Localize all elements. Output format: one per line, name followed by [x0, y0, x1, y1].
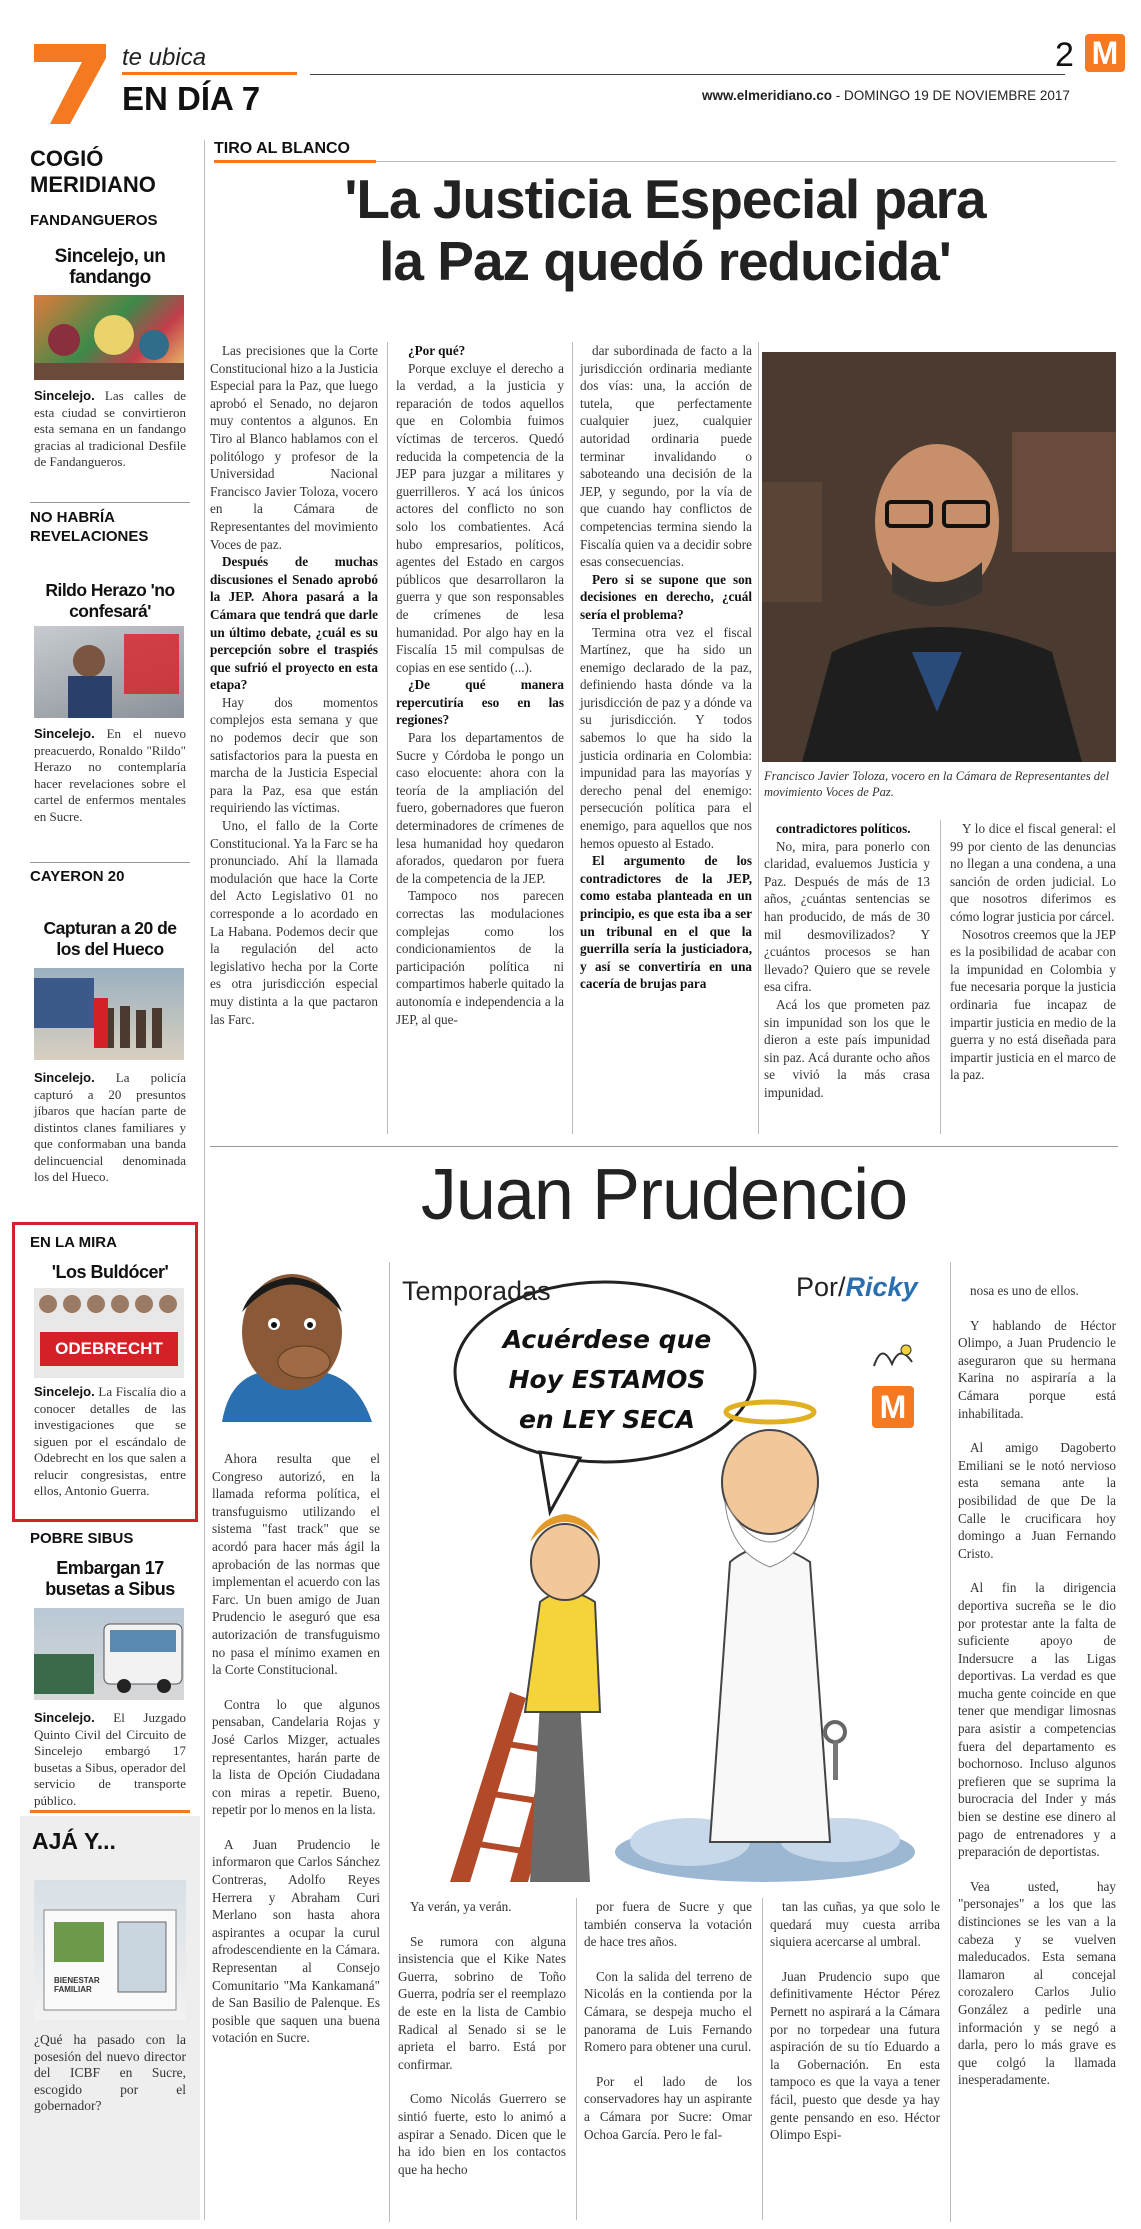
kicker-rule-grey: [376, 161, 1116, 162]
col-rule: [762, 1898, 763, 2220]
odebrecht-banner: ODEBRECHT: [40, 1332, 178, 1366]
col-rule: [389, 1262, 390, 2222]
sidebar-headline[interactable]: Embargan 17 busetas a Sibus: [45, 1558, 175, 1599]
paragraph: Hay dos momentos complejos esta semana y que no podemos decir que son satisfactorios para la puesta en marcha de la Justicia Especial para la Paz, esa que están requiriendo las víctimas.: [210, 694, 378, 816]
article-kicker: TIRO AL BLANCO: [214, 140, 350, 157]
header-rule: [310, 74, 1065, 75]
column-bottom-2: [584, 1898, 752, 2160]
sibus-photo: [34, 1608, 184, 1700]
masthead: [0, 0, 1141, 130]
headline-line-1: 'La Justicia Especial para: [344, 168, 986, 230]
paragraph: Ya verán, ya verán.: [410, 1899, 512, 1914]
capturas-photo: [34, 968, 184, 1060]
bubble-line: en LEY SECA: [518, 1405, 696, 1434]
paragraph: Ahora resulta que el Congreso autorizó, en la llamada reforma política, el transfuguismo utilizando el sistema "fast track" que se acordó para hacer más ágil la aprobación de las normas que implementan el acuerdo con las Farc. Un buen amigo de Juan Prudencio le aseguró que esa autorización de transfuguismo no pasa el mínimo examen en la Corte Constitucional.: [212, 1451, 380, 1678]
sidebar-text: Sincelejo. La policía capturó a 20 presuntos jíbaros que hacían parte de distintos clanes familiares y que conformaban una banda delincuencial denominada los del Hueco.: [34, 1070, 186, 1184]
paragraph: Y hablando de Héctor Olimpo, a Juan Prudencio le aseguraron que su hermana Karina no aspiraría a la Cámara porque está inhabilitada.: [958, 1317, 1116, 1421]
col-rule: [387, 342, 388, 1134]
sidebar-text: Sincelejo. En el nuevo preacuerdo, Ronaldo "Rildo" Herazo no contemplaría hacer revelaciones sobre el cartel de enfermos mentales en Sucre.: [34, 726, 186, 824]
sidebar-divider: [30, 862, 190, 863]
column-title: Juan Prudencio: [420, 1155, 908, 1235]
paragraph: Juan Prudencio supo que definitivamente Héctor Pérez Pernett no aspirará a la Cámara por no torpedear una futura aspiración de su tío Eduardo a la Gobernación. En esta tampoco es que la vaya a tener fácil, puesto que desde ya hay gente pensando en eso. Héctor Olimpo Espi-: [770, 1968, 940, 2143]
issue-date: - DOMINGO 19 DE NOVIEMBRE 2017: [835, 88, 1070, 103]
sidebar: [20, 140, 200, 2220]
paragraph: nosa es uno de ellos.: [970, 1283, 1079, 1298]
paragraph: por fuera de Sucre y que también conserva la votación de hace tres años.: [584, 1899, 752, 1950]
sidebar-text: Sincelejo. La Fiscalía dio a conocer detalles de las investigaciones que se siguen por el escándalo de Odebrecht en los que salen a relucir congresistas, entre ellos, Antonio Guerra.: [34, 1384, 186, 1498]
aja-text: ¿Qué ha pasado con la posesión del nuevo director del ICBF en Sucre, escogido por el gobernador?: [34, 2032, 186, 2113]
sidebar-divider: [30, 502, 190, 503]
column-bottom-1: [398, 1898, 566, 2195]
column-mascot: [212, 1262, 382, 1422]
col-rule: [940, 820, 941, 1134]
sidebar-headline[interactable]: 'Los Buldócer': [51, 1262, 169, 1282]
headline-line-2: la Paz quedó reducida': [379, 230, 951, 292]
cartoonist-signature-icon: [870, 1338, 916, 1378]
col-rule: [576, 1898, 577, 2220]
column-left: [212, 1450, 380, 2064]
paragraph: Al amigo Dagoberto Emiliani se le notó nervioso esta semana ante la posibilidad de que De la Calle le crucificara hoy domingo a Juan Fernando Cristo.: [958, 1440, 1116, 1561]
icbf-sign: BIENESTAR FAMILIAR: [54, 1976, 100, 1994]
bubble-line: Hoy ESTAMOS: [508, 1365, 706, 1394]
kicker-rule: [214, 160, 376, 163]
column-bottom-3: [770, 1898, 940, 2161]
sidebar-divider: [30, 1810, 190, 1813]
paragraph: A Juan Prudencio le informaron que Carlos Sánchez Contreras, Adolfo Reyes Herrera y Abraham Curi Merlano son hasta ahora aspirantes a ocupar la curul afrodescendiente en la Cámara. Representan al Consejo Comunitario "Ma Kankamaná" de San Basilio de Palenque. Es posible que saquen una buena votación en Sucre.: [212, 1836, 380, 2046]
paragraph: Pero si se supone que son decisiones en derecho, ¿cuál sería el problema?: [580, 571, 752, 622]
toloza-photo: [762, 352, 1116, 762]
col-rule: [572, 342, 573, 1134]
paragraph: Contra lo que algunos pensaban, Candelaria Rojas y José Carlos Mizger, actuales representantes, harán parte de la lista de Opción Ciudadana con miras a repetir. Bueno, repetir por lo menos en la lista.: [212, 1696, 380, 1818]
paragraph: Como Nicolás Guerrero se sintió fuerte, esto lo animó a aspirar a Senado. Dicen que le ha ido bien en los contactos que ha hecho: [398, 2091, 566, 2177]
paragraph: Uno, el fallo de la Corte Constitucional. Ya la Farc se ha pronunciado. Ahí la llamada modulación que hace la Corte del Acto Legislativo 01 no corresponde a lo acordado en La Habana. Podemos decir que la regulación del acto legislativo hecha por la Corte es otra jurisdicción especial muy distinta a la que pactaron las Farc.: [210, 818, 378, 1027]
article-col-2: [396, 342, 564, 1028]
paragraph: Acá los que prometen paz sin impunidad son los que le dieron a este país impunidad sin paz. Acá durante ocho años se vivió la más crasa impunidad.: [764, 996, 930, 1100]
sidebar-kicker: CAYERON 20: [30, 868, 125, 885]
sidebar-text: Sincelejo. Las calles de esta ciudad se convirtieron esta semana en un fandango gracias al tradicional Desfile de Fandangueros.: [34, 388, 186, 469]
sidebar-kicker: FANDANGUEROS: [30, 212, 158, 229]
paragraph: contradictores políticos.: [776, 821, 911, 836]
fandango-photo: [34, 295, 184, 380]
section-title: EN DÍA 7: [122, 80, 261, 117]
sidebar-kicker: NO HABRÍA REVELACIONES: [30, 509, 149, 545]
article-headline: [210, 168, 1120, 292]
aja-title: AJÁ Y...: [32, 1828, 116, 1854]
paragraph: ¿De qué manera repercutiría eso en las regiones?: [396, 677, 564, 728]
icbf-photo: [34, 1880, 186, 2020]
sidebar-kicker: POBRE SIBUS: [30, 1530, 134, 1547]
article-col-5: [950, 820, 1116, 1084]
tagline: te ubica: [122, 44, 207, 71]
photo-caption: Francisco Javier Toloza, vocero en la Cámara de Representantes del movimiento Voces de Paz.: [764, 769, 1110, 799]
sidebar-headline[interactable]: Sincelejo, un fandango: [54, 246, 166, 288]
paragraph: Tampoco nos parecen correctas las modulaciones complejas como los condicionamientos de la participación política ni compartimos haberle quitado la autonomía e independencia a la JEP, al que-: [396, 888, 564, 1027]
paragraph: Con la salida del terreno de Nicolás en la contienda por la Cámara, se despeja mucho el panorama de Luis Fernando Romero para obtener una curul.: [584, 1968, 752, 2055]
paragraph: Al fin la dirigencia deportiva sucreña se le dio por protestar ante la falta de suficiente apoyo de Indersucre a las Ligas deportivas. La verdad es que mucha gente coincide en que tener que mendigar limosnas para asistir a competencias fuera del departamento es bochornoso. Incluso algunos prefieren que se suprima la burocracia del Inder y más bien se destine ese dinero al pago de entrenadores y a preparación de deportistas.: [958, 1580, 1116, 1860]
byline-name: Ricky: [845, 1272, 918, 1302]
paragraph: El argumento de los contradictores de la JEP, como estaba planteada en un principio, es que esta iba a ser un tribunal en el que la guerrilla sería la justiciadora, y así se convertiría en una cacería de brujas para: [580, 853, 752, 992]
column-brand-logo-icon: M: [872, 1386, 914, 1428]
byline-prefix: Por/: [796, 1272, 846, 1302]
paragraph: Se rumora con alguna insistencia que el Kike Nates Guerra, sobrino de Toño Guerra, podría ser el reemplazo de este en la lista de Cambio Radical al Senado si se le aprieta el barro. Está por confirmar.: [398, 1933, 566, 2072]
cartoon-byline: [796, 1272, 918, 1303]
cartoon-title: Temporadas: [402, 1276, 551, 1306]
paragraph: ¿Por qué?: [408, 343, 466, 358]
website-link[interactable]: www.elmeridiano.co: [702, 88, 833, 103]
seven-logo-icon: [30, 40, 110, 126]
sidebar-headline[interactable]: Rildo Herazo 'no confesará': [45, 580, 175, 621]
paragraph: dar subordinada de facto a la jurisdicción ordinaria mediante dos vías: una, la acción de tutela, que perfectamente cualquier juez, cualquier autoridad ordinaria puede terminar invalidando o saboteando una decisión de la JEP, y segundo, por la vía de que cuando hay conflictos de competencias termina siendo la Fiscalía quien va a decidir sobre esas consecuencias.: [580, 343, 752, 570]
sidebar-headline[interactable]: Capturan a 20 de los del Hueco: [43, 918, 177, 959]
section-logo-7: [30, 40, 110, 126]
paragraph: No, mira, para ponerlo con claridad, evaluemos Justicia y Paz. Después de más de 13 años, ¿cuántas sentencias se han producido, de más de 30 mil desmovilizados? Y ¿cuántos procesos se han llevado? Quiero que se revele esa cifra.: [764, 838, 930, 995]
tagline-rule: [122, 72, 297, 75]
column-right: [958, 1282, 1116, 2106]
paragraph: Vea usted, hay "personajes" a los que las distinciones se les van a la cabeza y se vuelven maleducados. Esta semana llamaron al concejal corozalero Carlos Julio González a pedirle una información y se negó a darla, pero lo más grave es que colgó la llamada inesperadamente.: [958, 1878, 1116, 2088]
paragraph: Por el lado de los conservadores hay un aspirante a Cámara por Sucre: Omar Ochoa García. Pero le fal-: [584, 2073, 752, 2142]
cartoon-bubble-text: [482, 1320, 732, 1440]
paragraph: tan las cuñas, ya que solo le quedará muy cuesta arriba siquiera acercarse al umbral.: [770, 1899, 940, 1950]
paragraph: Después de muchas discusiones el Senado aprobó la JEP. Ahora pasará a la Cámara que tendrá que darle un último debate, ¿cuál es su percepción sobre el traspiés que sufrió el proyecto en esta etapa?: [210, 554, 378, 693]
sidebar-kicker: EN LA MIRA: [30, 1234, 117, 1251]
paragraph: Las precisiones que la Corte Constitucional hizo a la Justicia Especial para la Paz, que luego aprobó el Senado, no dejaron muy contentos a algunos. En Tiro al Blanco hablamos con el politólogo y profesor de la Universidad Nacional Francisco Javier Toloza, vocero en la Cámara de Representantes del movimiento Voces de paz.: [210, 343, 378, 552]
col-rule: [758, 342, 759, 1134]
article-col-3: [580, 342, 752, 993]
cartoon: [390, 1262, 950, 1882]
brand-logo-icon: M: [1085, 34, 1125, 72]
article-col-1: [210, 342, 378, 1028]
paragraph: Termina otra vez el fiscal Martínez, que ha sido un enemigo declarado de la paz, definiendo hasta dónde va la jurisdicción de paz y a dónde va su jurisdicción. Y todos sabemos lo que ha sido la justicia ordinaria en Colombia: impunidad para las mayorías y derecho penal del enemigo: persecución política para el enemigo, para aquellos que nos hemos opuesto al Estado.: [580, 624, 752, 851]
section-divider: [210, 1146, 1118, 1147]
herazo-photo: [34, 626, 184, 718]
sidebar-title: COGIÓ MERIDIANO: [30, 146, 156, 197]
dateline: [702, 88, 1070, 103]
paragraph: Nosotros creemos que la JEP es la posibilidad de acabar con la impunidad en Colombia y fue necesaria porque la justicia ordinaria fue incapaz de impartir justicia en medio de la guerra y no está diseñada para impartir justicia en el marco de la paz.: [950, 926, 1116, 1083]
article-col-4: [764, 820, 930, 1102]
sidebar-separator: [204, 140, 205, 2220]
page-number: 2: [1055, 36, 1074, 74]
sidebar-text: Sincelejo. El Juzgado Quinto Civil del Circuito de Sincelejo embargó 17 busetas a Sibus, operador del servicio de transporte público.: [34, 1710, 186, 1808]
paragraph: Porque excluye el derecho a la verdad, a la justicia y reparación de todos aquellos que en Colombia fuimos víctimas de terceros. Quedó reducida la competencia de la JEP para juzgar a militares y guerrilleros. Y acá los únicos actores del conflicto no son solo los combatientes. Acá hubo empresarios, políticos, agentes del Estado en cargos públicos que desarrollaron la guerra y que son responsables de crímenes de lesa humanidad. Por algo hay en la Fiscalía 15 mil compulsas de copias en ese sentido (...).: [396, 360, 564, 675]
col-rule: [950, 1262, 951, 2222]
paragraph: Y lo dice el fiscal general: el 99 por ciento de las denuncias no llegan a una condena, a una sanción de orden judicial. Lo que nosotros diferimos es cómo lograr justicia por cárcel.: [950, 821, 1116, 924]
bubble-line: Acuérdese que: [502, 1325, 712, 1354]
paragraph: Para los departamentos de Sucre y Córdoba le pongo un caso elocuente: ahora con la teoría de la ampliación del fuero, gobernadores que fueron determinadores de crímenes de lesa humanidad hoy quedaron aforados, quedaron por fuera de la competencia de la JEP.: [396, 730, 564, 886]
odebrecht-photo: [34, 1288, 184, 1378]
